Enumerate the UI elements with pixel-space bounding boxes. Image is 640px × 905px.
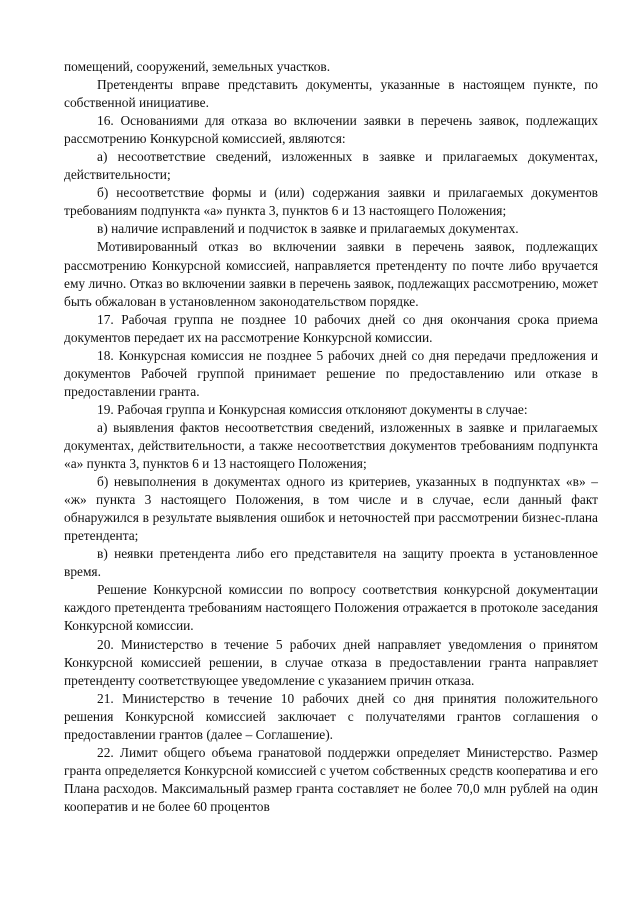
paragraph-16-b: б) несоответствие формы и (или) содержания заявки и прилагаемых документов требованиям подпункта «а» пункта 3, пунктов 6 и 13 настоящего Положения; — [64, 185, 598, 219]
paragraph-refusal: Мотивированный отказ во включении заявки в перечень заявок, подлежащих рассмотрению Конкурсной комиссией, направляется претенденту по почте либо вручается ему лично. Отказ во включении заявки в перечень заявок, подлежащих рассмотрению, может быть обжалован в установленном законодательством порядке. — [64, 239, 598, 309]
paragraph-18: 18. Конкурсная комиссия не позднее 5 рабочих дней со дня передачи предложения и документов Рабочей группой принимает решение по предоставлению или отказе в предоставлении гранта. — [64, 347, 598, 399]
paragraph-16: 16. Основаниями для отказа во включении заявки в перечень заявок, подлежащих рассмотрению Конкурсной комиссией, являются: — [64, 113, 598, 147]
paragraph-16-v: в) наличие исправлений и подчисток в заявке и прилагаемых документах. — [97, 221, 519, 237]
paragraph-continuation: помещений, сооружений, земельных участков. — [64, 59, 331, 74]
paragraph-19: 19. Рабочая группа и Конкурсная комиссия отклоняют документы в случае: — [97, 401, 528, 417]
document-page — [64, 58, 598, 816]
paragraph-commission-decision: Решение Конкурсной комиссии по вопросу соответствия конкурсной документации каждого претендента требованиям настоящего Положения отражается в протоколе заседания Конкурсной комиссии. — [64, 582, 598, 634]
paragraph-21: 21. Министерство в течение 10 рабочих дней со дня принятия положительного решения Конкурсной комиссией заключает с получателями грантов соглашения о предоставлении грантов (далее – Соглашение). — [64, 690, 598, 742]
paragraph-19-b: б) невыполнения в документах одного из критериев, указанных в подпунктах «в» – «ж» пункта 3 настоящего Положения, в том числе и в случае, если данный факт обнаружился в результате выявления ошибок и неточностей при рассмотрении бизнес-плана претендента; — [64, 474, 598, 544]
paragraph-17: 17. Рабочая группа не позднее 10 рабочих дней со дня окончания срока приема документов передает их на рассмотрение Конкурсной комиссии. — [64, 311, 598, 345]
paragraph-19-v: в) неявки претендента либо его представителя на защиту проекта в установленное время. — [64, 546, 598, 580]
paragraph-22: 22. Лимит общего объема гранатовой поддержки определяет Министерство. Размер гранта определяется Конкурсной комиссией с учетом собственных средств кооператива и его Плана расходов. Максимальный размер гранта составляет не более 70,0 млн рублей на один кооператив и не более 60 процентов — [64, 744, 598, 814]
paragraph-initiative: Претенденты вправе представить документы, указанные в настоящем пункте, по собственной инициативе. — [64, 77, 598, 111]
paragraph-19-a: а) выявления фактов несоответствия сведений, изложенных в заявке и прилагаемых документах, действительности, а также несоответствия документов требованиям подпункта «а» пункта 3, пунктов 6 и 13 настоящего Положения; — [64, 419, 598, 472]
paragraph-16-a: а) несоответствие сведений, изложенных в заявке и прилагаемых документах, действительности; — [64, 149, 598, 183]
paragraph-20: 20. Министерство в течение 5 рабочих дней направляет уведомления о принятом Конкурсной комиссией решении, в случае отказа в предоставлении гранта направляет претенденту соответствующее уведомление с указанием причин отказа. — [64, 636, 598, 688]
